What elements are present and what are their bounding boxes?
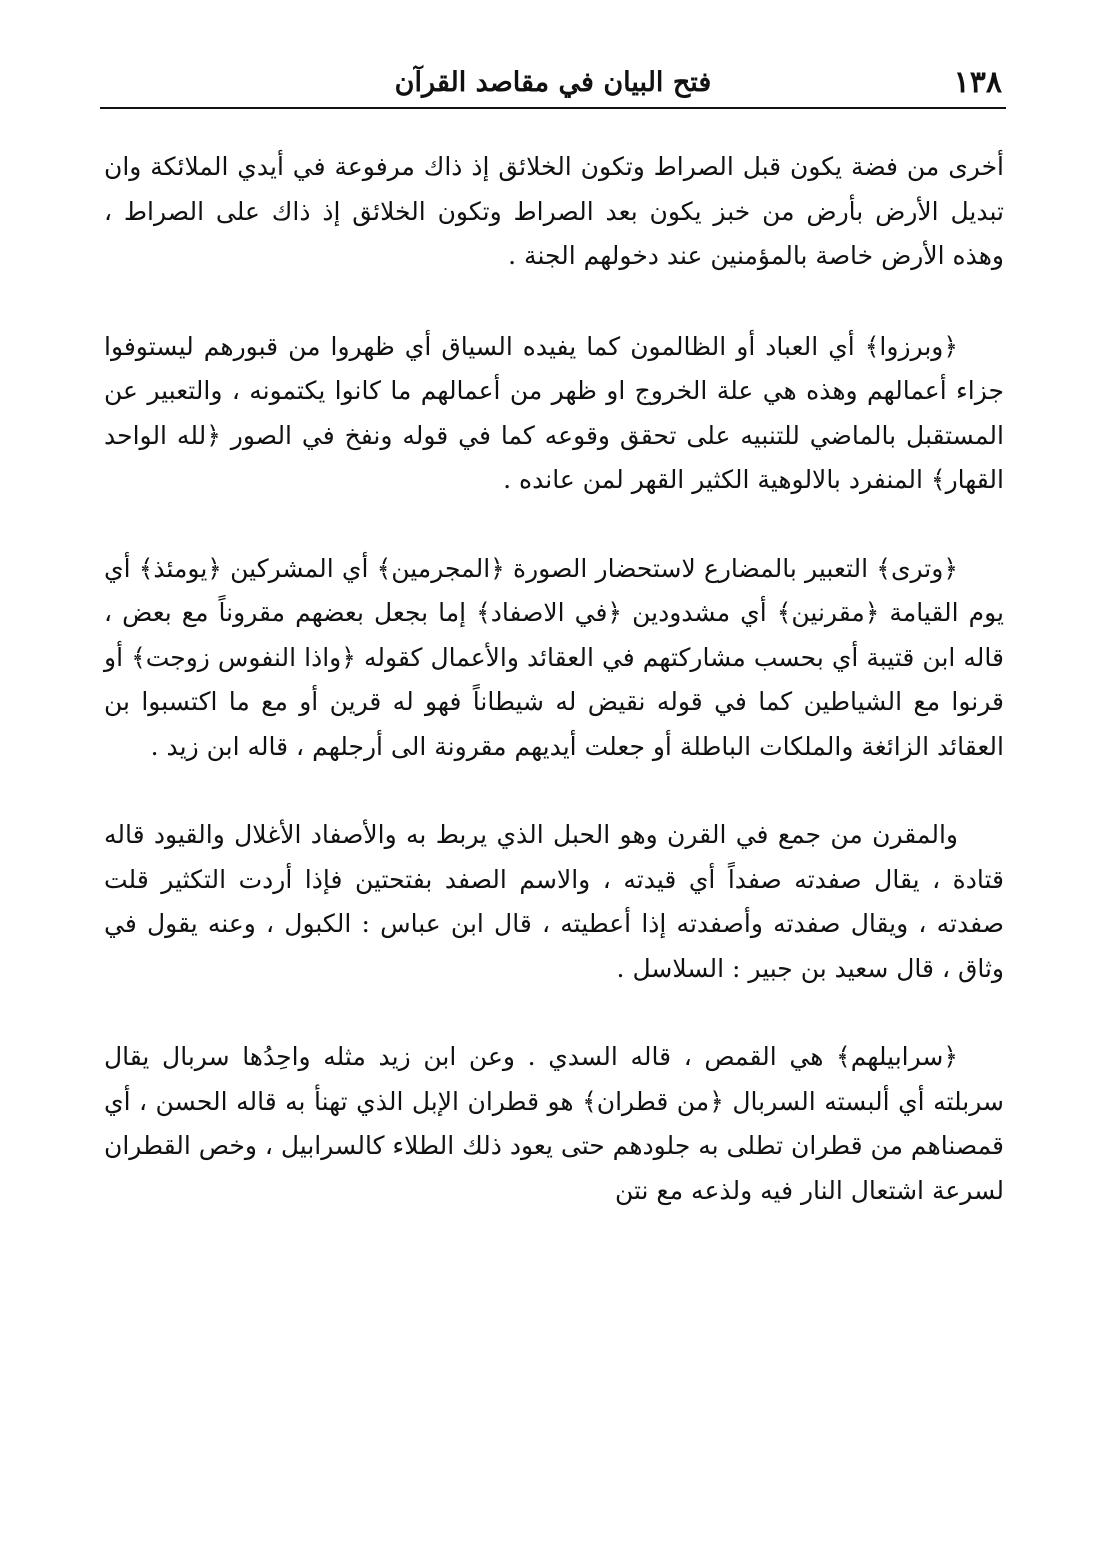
page-header: [100, 60, 1006, 104]
paragraph-5: ﴿سرابيلهم﴾ هي القمص ، قاله السدي . وعن ابن زيد مثله واحِدُها سربال يقال سربلته أي ألبسته السربال ﴿من قطران﴾ هو قطران الإبل الذي تهنأ به قاله الحسن ، أي قمصناهم من قطران تطلى به جلودهم حتى يعود ذلك الطلاء كالسرابيل ، وخص القطران لسرعة اشتعال النار فيه ولذعه مع نتن: [103, 1042, 1004, 1205]
page-number: ١٣٨: [953, 65, 1002, 100]
paragraph-4: والمقرن من جمع في القرن وهو الحبل الذي يربط به والأصفاد الأغلال والقيود قاله قتادة ، يقال صفدته صفداً أي قيدته ، والاسم الصفد بفتحتين فإذا أردت التكثير قلت صفدته ، ويقال صفدته وأصفدته إذا أعطيته ، قال ابن عباس : الكبول ، وعنه يقول في وثاق ، قال سعيد بن جبير : السلاسل .: [104, 820, 1004, 983]
header-rule: [100, 107, 1006, 109]
paragraph-3: ﴿وترى﴾ التعبير بالمضارع لاستحضار الصورة ﴿المجرمين﴾ أي المشركين ﴿يومئذ﴾ أي يوم القيامة ﴿مقرنين﴾ أي مشدودين ﴿في الاصفاد﴾ إما بجعل بعضهم مقروناً مع بعض ، قاله ابن قتيبة أي بحسب مشاركتهم في العقائد والأعمال كقوله ﴿واذا النفوس زوجت﴾ أو قرنوا مع الشياطين كما في قوله نقيض له شيطاناً فهو له قرين أو مع ما اكتسبوا بن العقائد الزائغة والملكات الباطلة أو جعلت أيديهم مقرونة الى أرجلهم ، قاله ابن زيد .: [104, 553, 1004, 761]
running-title: فتح البيان في مقاصد القرآن: [394, 67, 712, 98]
body-text: [104, 145, 1004, 1257]
paragraph-2: ﴿وبرزوا﴾ أي العباد أو الظالمون كما يفيده السياق أي ظهروا من قبورهم ليستوفوا جزاء أعمالهم وهذه هي علة الخروج او ظهر من أعمالهم ما كانوا يكتمونه ، والتعبير عن المستقبل بالماضي للتنبيه على تحقق وقوعه كما في قوله ونفخ في الصور ﴿لله الواحد القهار﴾ المنفرد بالالوهية الكثير القهر لمن عانده .: [104, 331, 1004, 494]
paragraph-1: أخرى من فضة يكون قبل الصراط وتكون الخلائق إذ ذاك مرفوعة في أيدي الملائكة وان تبديل الأرض بأرض من خبز يكون بعد الصراط وتكون الخلائق إذ ذاك على الصراط ، وهذه الأرض خاصة بالمؤمنين عند دخولهم الجنة .: [104, 152, 1004, 270]
